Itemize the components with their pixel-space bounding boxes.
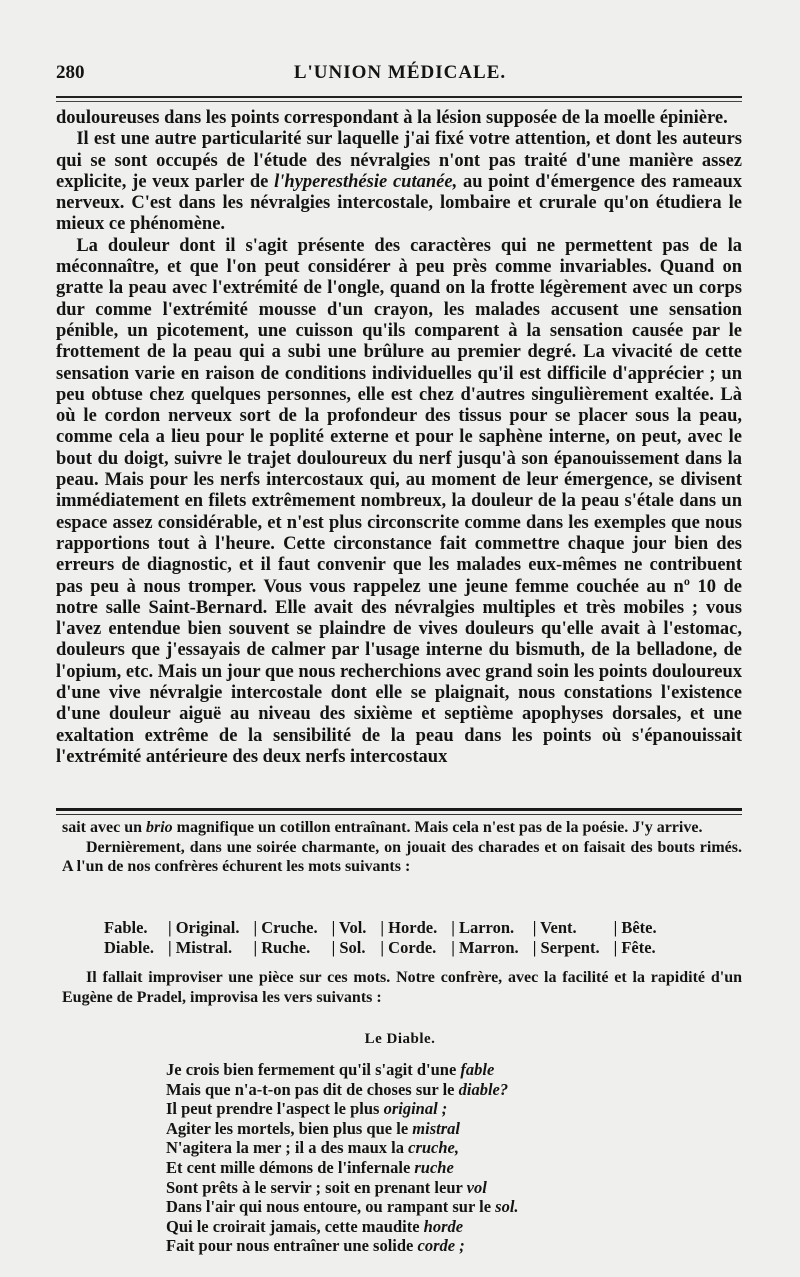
poem-line — [166, 1178, 519, 1198]
feuilleton-italic-brio: brio — [146, 819, 173, 836]
rhyme-row — [104, 918, 671, 938]
poem-line — [166, 1060, 519, 1080]
poem-line — [166, 1236, 519, 1256]
feuilleton-paragraph-3: Il fallait improviser une pièce sur ces mots. Notre confrère, avec la facilité et la rapidité d'un Eugène de Pradel, improvisa les vers suivants : — [62, 969, 742, 1006]
poem-rhyme-word: corde ; — [417, 1236, 465, 1256]
article-paragraph-3 — [56, 236, 742, 768]
poem-line-text: Je crois bien fermement qu'il s'agit d'une — [166, 1060, 461, 1079]
poem-rhyme-word: diable? — [458, 1079, 509, 1099]
poem-rhyme-word: vol — [466, 1177, 487, 1197]
poem-rhyme-word: original ; — [383, 1099, 448, 1119]
header-rule — [56, 96, 742, 98]
poem-line-text: N'agitera la mer ; il a des maux la — [166, 1138, 409, 1158]
rhyme-word: | Horde. — [380, 918, 438, 937]
feuilleton-paragraph-1-text-b: magnifique un cotillon entraînant. Mais cela n'est pas de la poésie. J'y arrive. — [172, 819, 703, 836]
header-rule-thin — [56, 101, 742, 102]
poem-rhyme-word: ruche — [414, 1157, 454, 1177]
article-body — [56, 108, 742, 768]
poem-line-text: Qui le croirait jamais, cette maudite — [166, 1216, 424, 1236]
article-paragraph-1 — [56, 108, 742, 129]
poem-line — [166, 1119, 519, 1139]
feuilleton-paragraph-2 — [62, 838, 742, 877]
poem-rhyme-word: sol. — [495, 1197, 519, 1217]
poem-rhyme-word: fable — [460, 1060, 495, 1079]
poem-line-text: Sont prêts à le servir ; soit en prenant leur — [166, 1177, 467, 1197]
rhyme-word: | Bête. — [613, 918, 657, 937]
poem-line-text: Agiter les mortels, bien plus que le — [166, 1118, 413, 1138]
feuilleton-separator — [56, 808, 742, 811]
poem-line — [166, 1138, 519, 1158]
rhyme-word: | Original. — [167, 918, 240, 937]
poem-line — [166, 1099, 519, 1119]
rhyme-word: | Larron. — [451, 918, 515, 937]
poem-line-text: Fait pour nous entraîner une solide — [166, 1236, 418, 1256]
article-paragraph-2-italic-term: l'hyperesthésie cutanée, — [274, 171, 458, 192]
journal-title: L'UNION MÉDICALE. — [293, 62, 507, 83]
rhyme-word: | Ruche. — [253, 938, 311, 957]
rhyme-word: Fable. — [104, 918, 148, 937]
poem-line — [166, 1197, 519, 1217]
poem-line-text: Et cent mille démons de l'infernale — [166, 1157, 415, 1177]
rhyme-row — [104, 938, 671, 958]
rhyme-word: | Mistral. — [167, 938, 233, 957]
feuilleton — [62, 818, 742, 877]
article-paragraph-2 — [56, 129, 742, 235]
rhyme-word: | Marron. — [451, 938, 519, 957]
feuilleton-separator-thin — [56, 814, 742, 815]
rhyme-word: | Serpent. — [532, 938, 600, 957]
article-paragraph-1-text: douloureuses dans les points correspondant à la lésion supposée de la moelle épinière. — [56, 108, 728, 128]
poem-line — [166, 1158, 519, 1178]
article-paragraph-2-text-a: Il est une autre particularité sur laquelle j'ai fixé votre attention, et dont les auteurs qui se sont occupés de l'étude des névralgies n'ont pas traité d'une manière assez explicite, je veux parler de — [56, 129, 742, 192]
rhyme-word: | Corde. — [380, 938, 437, 957]
poem-line-text: Il peut prendre l'aspect le plus — [166, 1099, 384, 1119]
page-number: 280 — [56, 62, 85, 83]
poem-line — [166, 1080, 519, 1100]
poem-rhyme-word: cruche, — [408, 1138, 459, 1158]
rhyme-word: | Cruche. — [253, 918, 318, 937]
feuilleton-paragraph-1 — [62, 818, 742, 838]
rhyme-words-table — [104, 918, 671, 958]
poem-rhyme-word: horde — [423, 1216, 464, 1236]
poem — [166, 1060, 519, 1256]
poem-line-text: Mais que n'a-t-on pas dit de choses sur le — [166, 1079, 459, 1099]
rhyme-word: | Vent. — [532, 918, 577, 937]
poem-title: Le Diable. — [364, 1031, 436, 1047]
poem-line-text: Dans l'air qui nous entoure, ou rampant sur le — [166, 1197, 496, 1217]
article-paragraph-3-text: La douleur dont il s'agit présente des caractères qui ne permettent pas de la méconnaître, et que l'on peut considérer à peu près comme invariables. Quand on gratte la peau avec l'extrémité de l'ongle, quand on la frotte légèrement avec un corps dur comme l'extrémité mousse d'un crayon, les malades accusent une sensation pénible, un picotement, une cuisson qu'ils comparent à la sensation causée par le frottement de la peau qui a subi une brûlure au premier degré. La vivacité de cette sensation varie en raison de conditions individuelles qu'il est difficile d'apprécier ; un peu obtuse chez quelques personnes, elle est chez d'autres singulièrement exaltée. Là où le cordon nerveux sort de la profondeur des tissus pour se placer sous la peau, comme cela a lieu pour le poplité externe et pour le saphène interne, on peut, avec le bout du doigt, suivre le trajet douloureux du nerf jusqu'à son épanouissement dans la peau. Mais pour les nerfs intercostaux qui, au moment de leur émergence, se divisent immédiatement en filets extrêmement nombreux, la douleur de la peau s'étale dans un espace assez considérable, et n'est plus circonscrite comme dans les exemples que nous rapportions tout à l'heure. Cette circonstance fait commettre chaque jour bien des erreurs de diagnostic, et il faut convenir que les malades eux-mêmes ne contribuent pas peu à nous tromper. Vous vous rappelez une jeune femme couchée au nº 10 de notre salle Saint-Bernard. Elle avait des névralgies multiples et très mobiles ; vous l'avez entendue bien souvent se plaindre de vives douleurs qu'elle avait à l'estomac, douleurs que j'essayais de calmer par l'usage interne du bismuth, de la belladone, de l'opium, etc. Mais un jour que nous recherchions avec grand soin les points douloureux d'une vive névralgie intercostale dont elle se plaignait, nous constations l'existence d'une douleur aiguë au niveau des sixième et septième apophyses dorsales, et une exaltation extrême de la sensibilité de la peau dans les points où s'épanouissait l'extrémité antérieure des deux nerfs intercostaux — [56, 235, 742, 767]
rhyme-word: | Vol. — [331, 918, 367, 937]
rhyme-word: | Fête. — [613, 938, 656, 957]
feuilleton-paragraph-1-text-a: sait avec un — [62, 819, 146, 836]
rhyme-word: Diable. — [104, 938, 154, 957]
rhyme-word: | Sol. — [331, 938, 366, 957]
feuilleton-paragraph-2-text: Dernièrement, dans une soirée charmante, on jouait des charades et on faisait des bouts rimés. A l'un de nos confrères échurent les mots suivants : — [62, 838, 742, 875]
poem-rhyme-word: mistral — [412, 1118, 460, 1138]
poem-line — [166, 1217, 519, 1237]
article-paragraph-2-text-b: au point d'émergence des rameaux nerveux. C'est dans les névralgies intercostale, lombaire et crurale qu'on étudiera le mieux ce phénomène. — [56, 171, 742, 235]
